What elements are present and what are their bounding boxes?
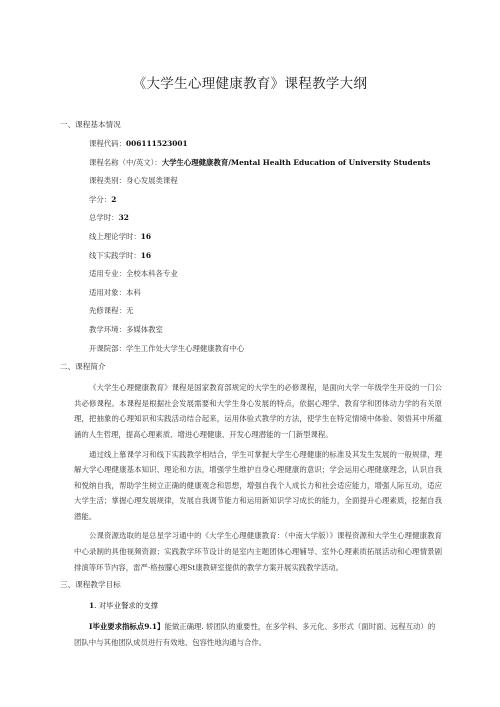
page-title: 《大学生心理健康教育》课程教学大纲: [132, 76, 368, 92]
info-row-course-category: 课程类别：身心发展类课程: [89, 176, 178, 186]
info-row-department: 开课院部：学生工作处大学生心理健康教育中心: [89, 343, 245, 353]
info-row-majors: 适用专业：全校本科各专业: [89, 269, 178, 279]
info-row-course-name: 课程名称（中/英文）：大学生心理健康教育/Mental Health Education of University Students: [89, 157, 431, 167]
graduation-requirement-paragraph: I毕业要求指标点9.1】能做正确理. 轿团队的重要性，在多学科、多元化、多形式（面时面、远程互动）的团队中与其他团队成员进行有效地、包容性地沟通与合作。: [74, 622, 436, 647]
intro-paragraph-2: 通过线上慕课学习和线下实践教学相结合，学生可掌握大学生心理健康的标准及其发生发展的一般规律，理解大学心理健康基本知识、理论和方法，增强学生维护自身心理健康的意识；学会运用心理健康理念，认识自我和悦纳自我，帮助学生树立正确的健康观念和思想，增强自我个人成长力和社会适应能力，增强人际互动，适应大学生活；掌握心理发展规律，发展自我调节能力和运用新知识学习成长的能力，全面提升心理素质，挖掘自我潜能。: [74, 449, 442, 521]
info-row-offline-hours: 线下实践学时：16: [89, 250, 152, 260]
intro-paragraph-1: 《大学生心理健康教育》课程是国家教育部规定的大学生的必修课程，是面向大学一年级学生开设的一门公共必修课程。本课程是根据社会发展需要和大学生身心发展的特点，依据心理学、教育学和团体动力学的有关原理，把抽象的心理知识和实践活动结合起来，运用体验式教学的方法，使学生在特定情境中体验、领悟其中所蕴涵的人生哲理，提高心理素质、增进心理健康、开发心理潜能的一门新型课程。: [74, 383, 442, 439]
section-heading-intro: 二、课程简介: [60, 362, 106, 372]
info-row-course-code: 课程代码：006111523001: [89, 139, 188, 148]
info-row-prerequisites: 先修课程：无: [89, 306, 134, 316]
section-heading-basic-info: 一、课程基本情况: [60, 120, 121, 129]
intro-paragraph-3: 公课资源选取的是总星学习通中的《大学生心理健康教育：（中南大学版）》课程资源和大学生心理健康教育中心录制的具他视频资源；实践教学环节设计的是室内主题团体心理辅导、室外心理素质拓展活动和心理情景剧排演等环节内容，雷严·格按朦心理St康教研室提供的教学方案开展实践教学活动。: [74, 531, 442, 572]
info-row-audience: 适用对象：本科: [89, 287, 141, 297]
info-row-credits: 学分：2: [89, 194, 117, 204]
info-row-online-hours: 线上理论学时：16: [89, 231, 152, 241]
info-row-total-hours: 总学时：32: [89, 213, 129, 223]
section-heading-objectives: 三、课程教学目标: [60, 580, 121, 590]
info-row-environment: 教学环境：多媒体教室: [89, 324, 163, 334]
basic-info-list: [89, 138, 442, 354]
objective-subheading: 1. 对毕业餐求的支撑: [89, 601, 158, 611]
